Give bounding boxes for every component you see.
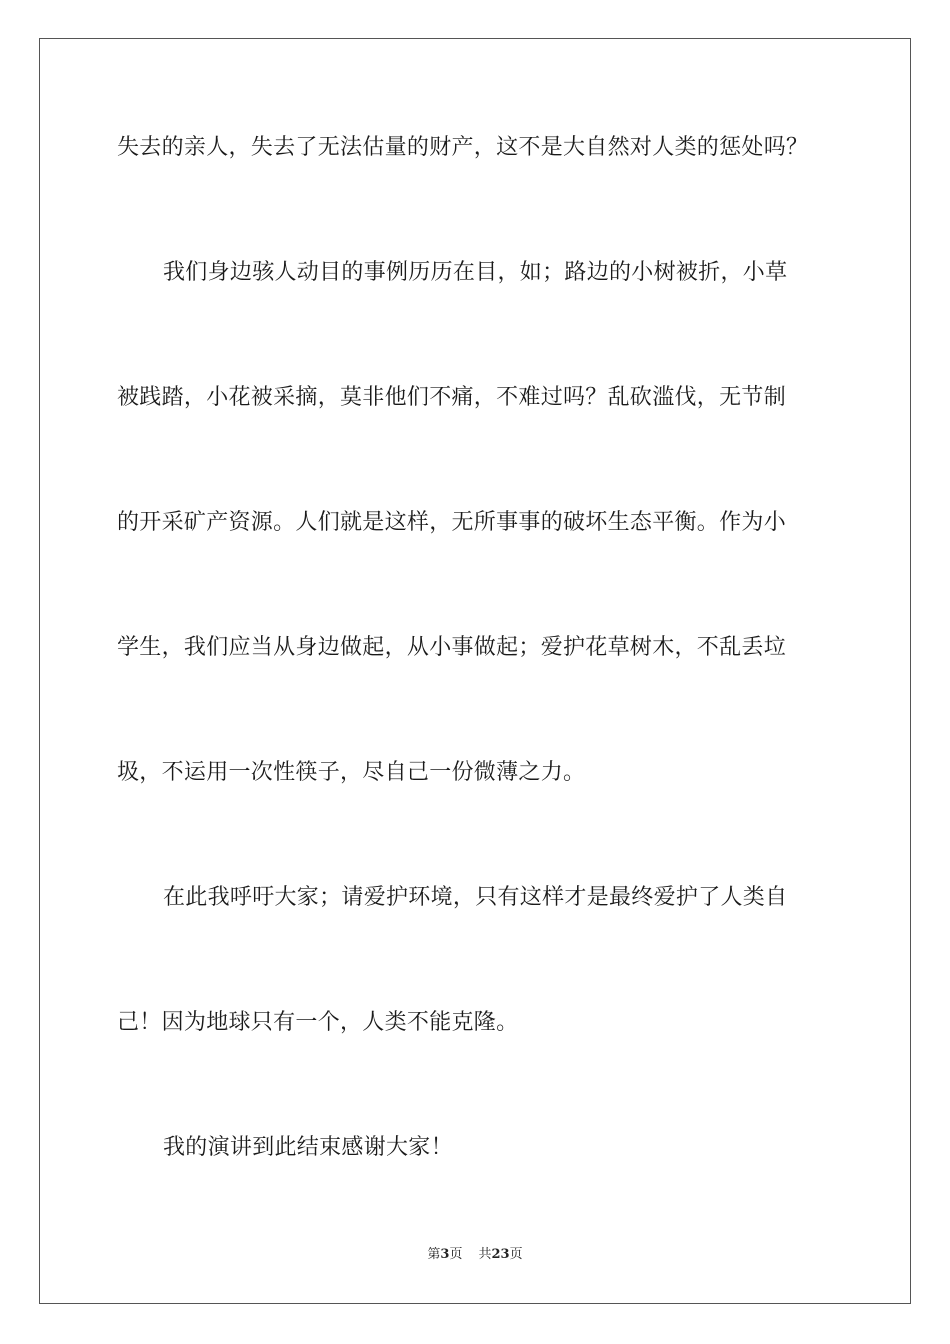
paragraph-line: 在此我呼吁大家；请爱护环境，只有这样才是最终爱护了人类自	[163, 885, 788, 910]
page-prefix: 第	[427, 1247, 441, 1262]
page-unit: 页	[449, 1247, 463, 1262]
paragraph-line: 我的演讲到此结束感谢大家！	[163, 1135, 453, 1160]
total-prefix: 共	[478, 1247, 492, 1262]
page-number: 3	[440, 1247, 450, 1262]
page-border	[39, 38, 911, 1304]
paragraph-line: 学生，我们应当从身边做起，从小事做起；爱护花草树木，不乱丢垃	[117, 635, 787, 660]
page-total: 23	[491, 1247, 510, 1262]
paragraph-line: 被践踏，小花被采摘，莫非他们不痛，不难过吗？乱砍滥伐，无节制	[117, 385, 787, 410]
page-footer	[0, 1246, 950, 1264]
paragraph-line: 我们身边骇人动目的事例历历在目，如；路边的小树被折，小草	[163, 260, 788, 285]
paragraph-line: 失去的亲人，失去了无法估量的财产，这不是大自然对人类的惩处吗？	[117, 135, 809, 160]
total-unit: 页	[509, 1247, 523, 1262]
paragraph-line: 圾，不运用一次性筷子，尽自己一份微薄之力。	[117, 760, 586, 785]
paragraph-line: 己！因为地球只有一个，人类不能克隆。	[117, 1010, 519, 1035]
paragraph-line: 的开采矿产资源。人们就是这样，无所事事的破坏生态平衡。作为小	[117, 510, 787, 535]
